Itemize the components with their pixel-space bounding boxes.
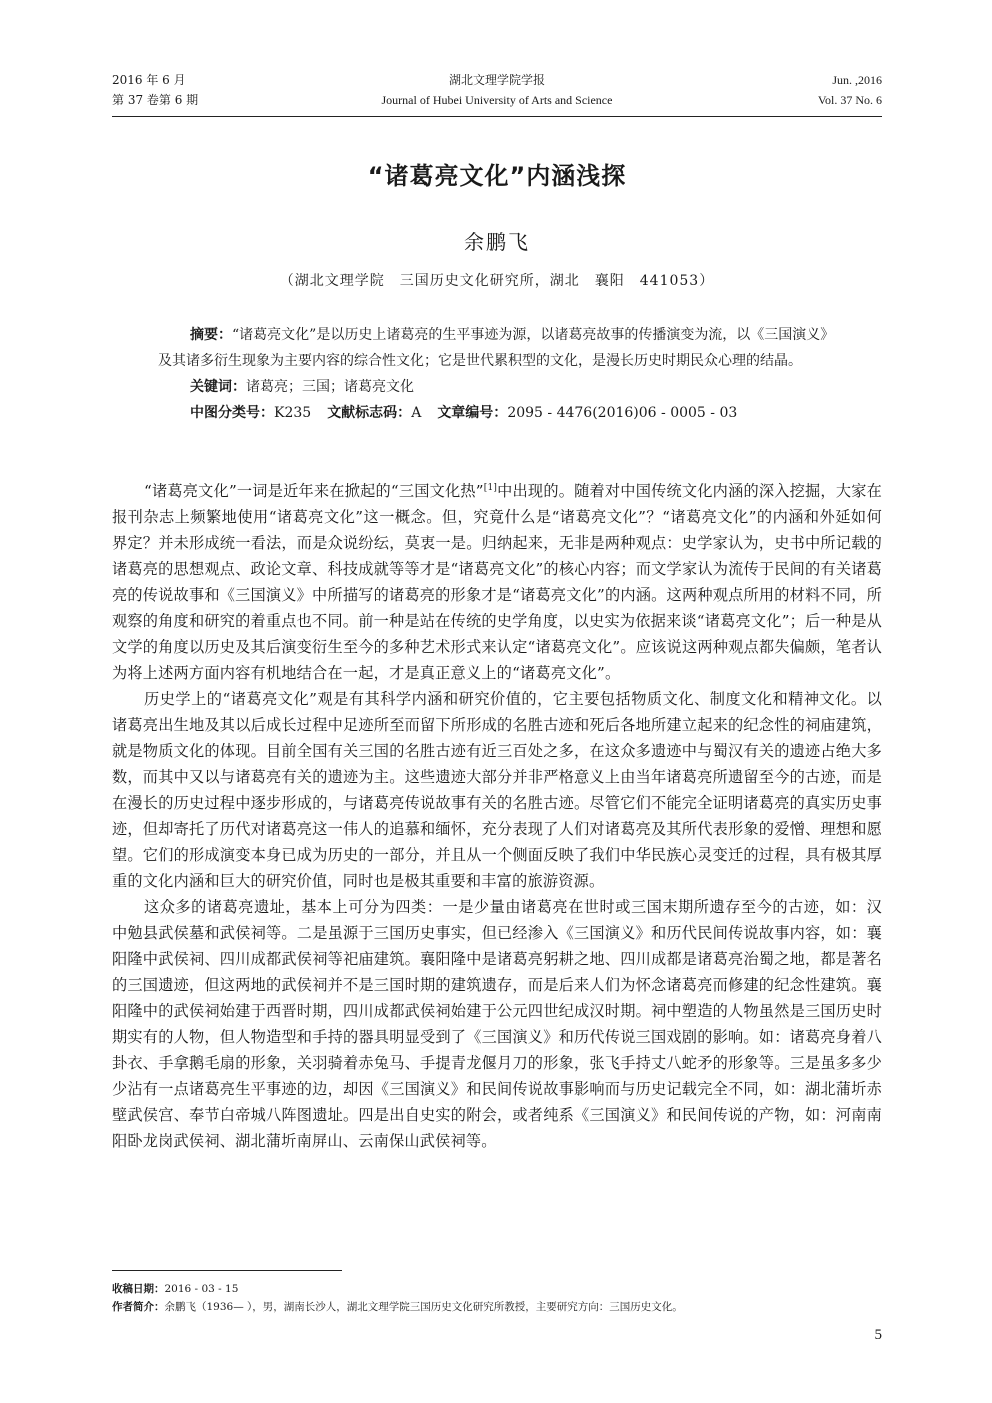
header-volume-en: Vol. 37 No. 6 (817, 93, 882, 107)
header-journal-cn: 湖北文理学院学报 (448, 73, 545, 87)
paragraph-1-b: 中出现的。随着对中国传统文化内涵的深入挖掘，大家在报刊杂志上频繁地使用“诸葛亮文化”这一概念。但，究竟什么是“诸葛亮文化”？“诸葛亮文化”的内涵和外延如何界定？并未形成统一看法，而是众说纷纭，莫衷一是。归纳起来，无非是两种观点：史学家认为，史书中所记载的诸葛亮的思想观点、政论文章、科技成就等等才是“诸葛亮文化”的核心内容；而文学家认为流传于民间的有关诸葛亮的传说故事和《三国演义》中所描写的诸葛亮的形象才是“诸葛亮文化”的内涵。这两种观点所用的材料不同，所观察的角度和研究的着重点也不同。前一种是站在传统的史学角度，以史实为依据来谈“诸葛亮文化”；后一种是从文学的角度以历史及其后演变衍生至今的多种艺术形式来认定“诸葛亮文化”。应该说这两种观点都失偏颇，笔者认为将上述两方面内容有机地结合在一起，才是真正意义上的“诸葛亮文化”。 (112, 482, 883, 682)
clc-label: 中图分类号： (190, 405, 274, 421)
paragraph-1-a: “诸葛亮文化”一词是近年来在掀起的“三国文化热” (144, 482, 484, 500)
paragraph-1 (112, 478, 882, 686)
header-date-en: Jun. ,2016 (832, 73, 882, 87)
citation-ref-1[interactable]: [1] (483, 482, 498, 493)
running-header (112, 70, 882, 116)
paragraph-3: 这众多的诸葛亮遗址，基本上可分为四类：一是少量由诸葛亮在世时或三国末期所遗存至今的古迹，如：汉中勉县武侯墓和武侯祠等。二是虽源于三国历史事实，但已经渗入《三国演义》和历代民间传说故事内容，如：襄阳隆中武侯祠、四川成都武侯祠等祀庙建筑。襄阳隆中是诸葛亮躬耕之地、四川成都是诸葛亮治蜀之地，都是著名的三国遗迹，但这两地的武侯祠并不是三国时期的建筑遗存，而是后来人们为怀念诸葛亮而修建的纪念性建筑。襄阳隆中的武侯祠始建于西晋时期，四川成都武侯祠始建于公元四世纪成汉时期。祠中塑造的人物虽然是三国历史时期实有的人物，但人物造型和手持的器具明显受到了《三国演义》和历代传说三国戏剧的影响。如：诸葛亮身着八卦衣、手拿鹅毛扇的形象，关羽骑着赤兔马、手提青龙偃月刀的形象，张飞手持丈八蛇矛的形象等。三是虽多多少少沾有一点诸葛亮生平事迹的边，却因《三国演义》和民间传说故事影响而与历史记载完全不同，如：湖北蒲圻赤壁武侯宫、奉节白帝城八阵图遗址。四是出自史实的附会，或者纯系《三国演义》和民间传说的产物，如：河南南阳卧龙岗武侯祠、湖北蒲圻南屏山、云南保山武侯祠等。 (112, 898, 882, 1150)
header-date-cn: 2016 年 6 月 (112, 73, 186, 87)
abstract-label: 摘要： (190, 327, 232, 343)
article-title: “诸葛亮文化”内涵浅探 (367, 162, 627, 190)
abstract-text: “诸葛亮文化”是以历史上诸葛亮的生平事迹为源，以诸葛亮故事的传播演变为流，以《三国演义》及其诸多衍生现象为主要内容的综合性文化；它是世代累积型的文化，是漫长历史时期民众心理的结晶。 (158, 327, 835, 369)
header-volume-cn: 第 37 卷第 6 期 (112, 93, 199, 107)
clc-value: K235 (274, 405, 312, 421)
page-number: 5 (874, 1327, 882, 1343)
keywords (158, 374, 846, 400)
author-affiliation: （湖北文理学院 三国历史文化研究所，湖北 襄阳 441053） (279, 273, 715, 289)
article-no-value: 2095 - 4476(2016)06 - 0005 - 03 (507, 405, 738, 421)
header-journal-en: Journal of Hubei University of Arts and Science (381, 93, 613, 107)
header-right (818, 70, 882, 110)
article-author: 余鹏飞 (464, 230, 530, 254)
bio-value: 余鹏飞（1936— ），男，湖南长沙人，湖北文理学院三国历史文化研究所教授，主要研究方向：三国历史文化。 (164, 1301, 683, 1313)
header-center (112, 70, 882, 110)
received-label: 收稿日期： (112, 1283, 165, 1295)
footnote-rule (112, 1270, 342, 1271)
article-body (112, 478, 882, 1154)
abstract-block (158, 322, 846, 426)
article-no-label: 文章编号： (437, 405, 508, 421)
doc-code-label: 文献标志码： (327, 405, 412, 421)
received-value: 2016 - 03 - 15 (164, 1283, 239, 1295)
footnote-author-bio (112, 1299, 882, 1315)
bio-label: 作者简介： (112, 1301, 165, 1313)
paragraph-2: 历史学上的“诸葛亮文化”观是有其科学内涵和研究价值的，它主要包括物质文化、制度文化和精神文化。以诸葛亮出生地及其以后成长过程中足迹所至而留下所形成的名胜古迹和死后各地所建立起来的纪念性的祠庙建筑，就是物质文化的体现。目前全国有关三国的名胜古迹有近三百处之多，在这众多遗迹中与蜀汉有关的遗迹占绝大多数，而其中又以与诸葛亮有关的遗迹为主。这些遗迹大部分并非严格意义上由当年诸葛亮所遗留至今的古迹，而是在漫长的历史过程中逐步形成的，与诸葛亮传说故事有关的名胜古迹。尽管它们不能完全证明诸葛亮的真实历史事迹，但却寄托了历代对诸葛亮这一伟人的追慕和缅怀，充分表现了人们对诸葛亮及其所代表形象的爱憎、理想和愿望。它们的形成演变本身已成为历史的一部分，并且从一个侧面反映了我们中华民族心灵变迁的过程，具有极其厚重的文化内涵和巨大的研究价值，同时也是极其重要和丰富的旅游资源。 (112, 690, 882, 890)
keywords-label: 关键词： (190, 379, 246, 395)
doc-code-value: A (411, 405, 422, 421)
keywords-text: 诸葛亮；三国；诸葛亮文化 (246, 379, 414, 395)
footnote-received (112, 1281, 882, 1297)
abstract (158, 322, 846, 374)
classification-line (158, 400, 846, 426)
header-rule (112, 116, 882, 117)
